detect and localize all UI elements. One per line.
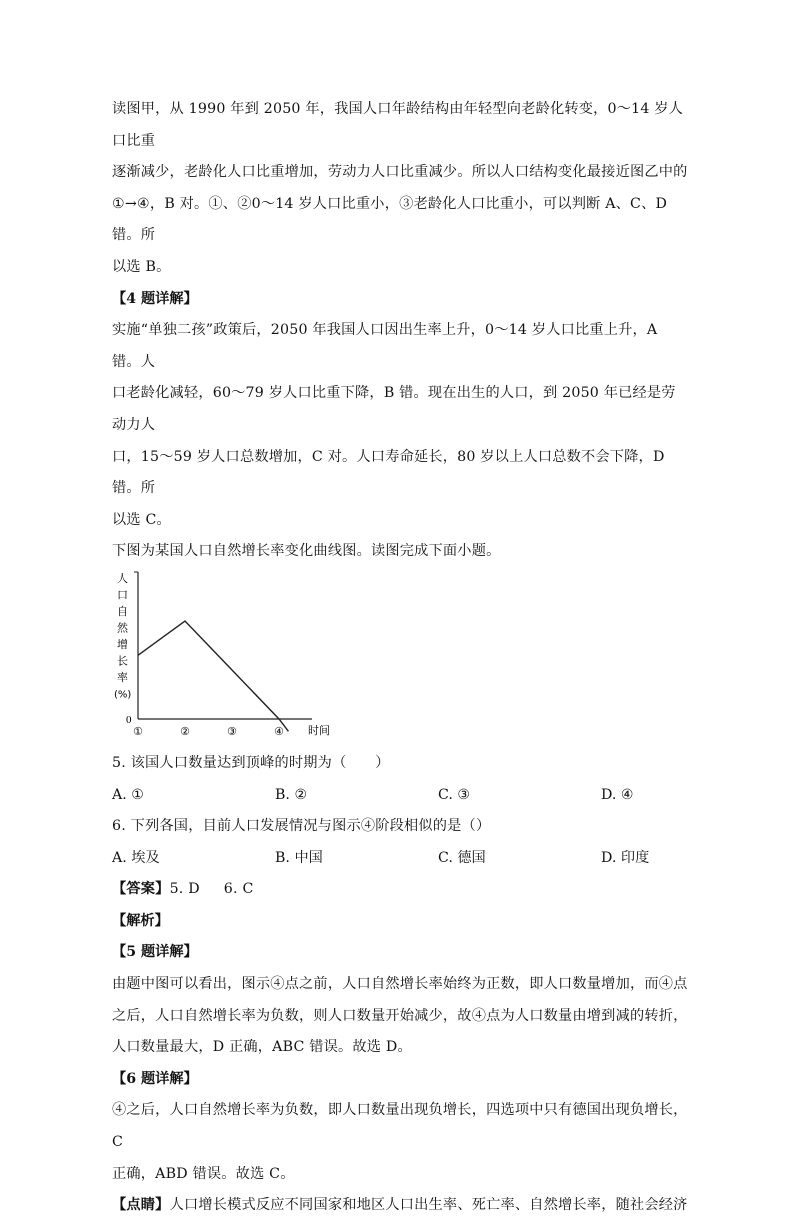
- q6-option-c: C. 德国: [438, 849, 486, 866]
- y-label-char: 率: [117, 670, 128, 684]
- y-axis-label: [114, 572, 131, 701]
- q5-line: 人口数量最大，D 正确，ABC 错误。故选 D。: [112, 1039, 412, 1056]
- paragraph-line: 以选 B。: [112, 258, 171, 275]
- q6-line: ④之后，人口自然增长率为负数，即人口数量出现负增长，四选项中只有德国出现负增长，C: [112, 1102, 688, 1151]
- dianjing-line: [112, 1190, 688, 1222]
- chart-intro: 下图为某国人口自然增长率变化曲线图。读图完成下面小题。: [112, 543, 501, 560]
- q5-stem: 5. 该国人口数量达到顶峰的时期为（ ）: [112, 754, 390, 771]
- answer-line: [112, 874, 688, 906]
- x-tick-label: ④: [274, 724, 284, 738]
- y-label-char: 然: [117, 621, 128, 635]
- answer-6: 6. C: [223, 881, 254, 898]
- q6-stem: 6. 下列各国，目前人口发展情况与图示④阶段相似的是（）: [112, 818, 491, 835]
- chart-svg: [112, 568, 342, 748]
- q5-line: 由题中图可以看出，图示④点之前，人口自然增长率始终为正数，即人口数量增加，而④点: [112, 976, 688, 993]
- q6-option-d: D. 印度: [601, 849, 650, 866]
- x-ticks: [133, 725, 284, 738]
- growth-rate-chart: [112, 568, 688, 748]
- x-axis-label: 时间: [308, 723, 330, 737]
- y-label-char: 增: [117, 637, 128, 651]
- q5-option-d: D. ④: [601, 786, 634, 803]
- q6-options: [112, 843, 688, 875]
- answer-5: 5. D: [169, 881, 200, 898]
- x-tick-label: ②: [180, 724, 190, 738]
- series-line: [138, 621, 288, 731]
- q6-line: 正确，ABD 错误。故选 C。: [112, 1165, 295, 1182]
- q5-options: [112, 780, 688, 812]
- q5-option-b: B. ②: [275, 786, 308, 803]
- q4-header: 【4 题详解】: [112, 290, 198, 307]
- q5-option-c: C. ③: [438, 786, 471, 803]
- dianjing-label: 【点睛】: [112, 1197, 170, 1214]
- document-page: [112, 94, 688, 1222]
- y-label-char: 长: [117, 654, 128, 668]
- answer-label: 【答案】: [112, 881, 170, 898]
- q5-line: 之后，人口自然增长率为负数，则人口数量开始减少，故④点为人口数量由增到减的转折，: [112, 1007, 688, 1024]
- paragraph-line: ①→④，B 对。①、②0～14 岁人口比重小，③老龄化人口比重小，可以判断 A、C、D 错。所: [112, 195, 668, 244]
- q4-line: 口老龄化减轻，60～79 岁人口比重下降，B 错。现在出生的人口，到 2050 年已经是劳动力人: [112, 385, 676, 433]
- origin-label: 0: [126, 713, 132, 726]
- y-label-char: 口: [117, 588, 128, 602]
- q5-option-a: A. ①: [112, 786, 144, 803]
- y-label-char: 人: [117, 571, 128, 585]
- dianjing-text: 人口增长模式反应不同国家和地区人口出生率、死亡率、自然增长率，随社会经济: [169, 1197, 688, 1214]
- paragraph-line: 逐渐减少，老龄化人口比重增加，劳动力人口比重减少。所以人口结构变化最接近图乙中的: [112, 164, 688, 181]
- x-tick-label: ①: [133, 724, 143, 738]
- y-label-char: 自: [117, 604, 128, 618]
- q4-line: 实施“单独二孩”政策后，2050 年我国人口因出生率上升，0～14 岁人口比重上升，A 错。人: [112, 322, 658, 370]
- q6-option-a: A. 埃及: [112, 849, 160, 866]
- q5-header: 【5 题详解】: [112, 944, 198, 961]
- q4-line: 以选 C。: [112, 511, 171, 528]
- paragraph-line: 读图甲，从 1990 年到 2050 年，我国人口年龄结构由年轻型向老龄化转变，0～14 岁人口比重: [112, 101, 684, 149]
- q6-option-b: B. 中国: [275, 849, 323, 866]
- q6-header: 【6 题详解】: [112, 1070, 198, 1087]
- x-tick-label: ③: [227, 724, 237, 738]
- y-label-char: (%): [114, 689, 132, 701]
- analysis-header: 【解析】: [112, 912, 169, 929]
- q4-line: 口，15～59 岁人口总数增加，C 对。人口寿命延长，80 岁以上人口总数不会下降，D 错。所: [112, 448, 665, 497]
